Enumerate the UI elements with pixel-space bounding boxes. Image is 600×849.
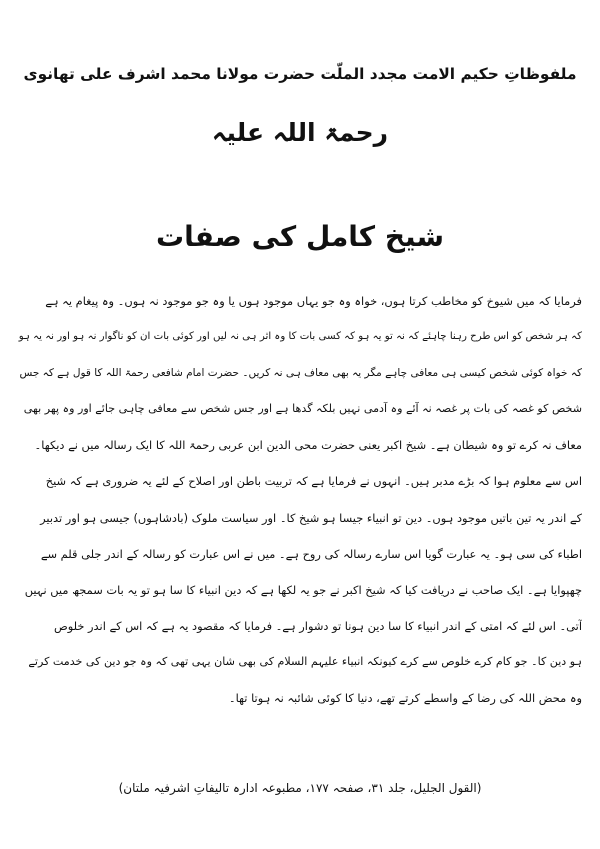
body-line: چھپوایا ہے۔ ایک صاحب نے دریافت کیا کہ شیخ اکبر نے جو یہ لکھا ہے کہ دین انبیاء کا سا ہو تو یہ بات سمجھ میں نہیں xyxy=(24,582,582,597)
body-line: فرمایا کہ میں شیوخ کو مخاطب کرتا ہوں، خواہ وہ جو یہاں موجود ہوں یا وہ جو موجود نہ ہوں۔ وہ پیغام یہ ہے xyxy=(45,294,582,308)
body-line: ہو دین کا۔ جو کام کرے خلوص سے کرے کیونکہ انبیاء علیہم السلام کی بھی شان یہی تھی کہ وہ جو دین کی خدمت کرتے xyxy=(28,654,582,668)
body-line: معاف نہ کرے تو وہ شیطان ہے۔ شیخ اکبر یعنی حضرت محی الدین ابن عربی رحمۃ اللہ کا ایک رسالہ میں نے دیکھا۔ xyxy=(34,438,582,453)
body-line: شخص کو غصہ کی بات پر غصہ نہ آئے وہ آدمی نہیں بلکہ گدھا ہے اور جس شخص سے معافی چاہی جائے اور وہ پھر بھی xyxy=(23,402,582,416)
body-line: کہ ہر شخص کو اس طرح رہنا چاہئے کہ نہ تو یہ ہو کہ کسی بات کا وہ اثر ہی نہ لیں اور کوئی بات ان کو ناگوار نہ ہو اور نہ یہ ہو xyxy=(18,331,582,343)
source-citation: (القول الجلیل، جلد ۳۱، صفحہ ۱۷۷، مطبوعہ ادارہ تالیفاتِ اشرفیہ ملتان) xyxy=(118,781,482,795)
document-title-honorific: رحمۃ اللہ علیہ xyxy=(211,118,389,147)
section-heading: شیخ کامل کی صفات xyxy=(156,220,444,253)
body-line: اس سے معلوم ہوا کہ بڑے مدبر ہیں۔ انہوں نے فرمایا ہے کہ تربیت باطن اور اصلاح کے لئے یہ ضروری ہے کہ شیخ xyxy=(45,474,582,489)
body-line: کہ خواہ کوئی شخص کیسی ہی معافی چاہے مگر یہ بھی معاف ہی نہ کریں۔ حضرت امام شافعی رحمۃ اللہ کا قول ہے کہ جس xyxy=(19,367,582,380)
body-line: کے اندر یہ تین باتیں موجود ہوں۔ دین تو انبیاء جیسا ہو شیخ کا۔ اور سیاست ملوک (بادشاہوں) جیسی ہو اور تدبیر xyxy=(40,510,582,525)
body-paragraph xyxy=(18,293,582,726)
body-line: آتی۔ اس لئے کہ امتی کے اندر انبیاء کا سا دین ہونا تو دشوار ہے۔ فرمایا کہ مقصود یہ ہے کہ اس کے اندر خلوص xyxy=(53,618,582,633)
body-line: وہ محض اللہ کی رضا کے واسطے کرتے تھے، دنیا کا کوئی شائبہ نہ ہوتا تھا۔ xyxy=(228,691,582,706)
body-line: اطباء کی سی ہو۔ یہ عبارت گویا اس سارے رسالہ کی روح ہے۔ میں نے اس عبارت کو رسالہ کے اندر جلی قلم سے xyxy=(40,546,582,561)
document-title: ملفوظاتِ حکیم الامت مجدد الملّت حضرت مولانا محمد اشرف علی تھانوی xyxy=(23,65,577,83)
